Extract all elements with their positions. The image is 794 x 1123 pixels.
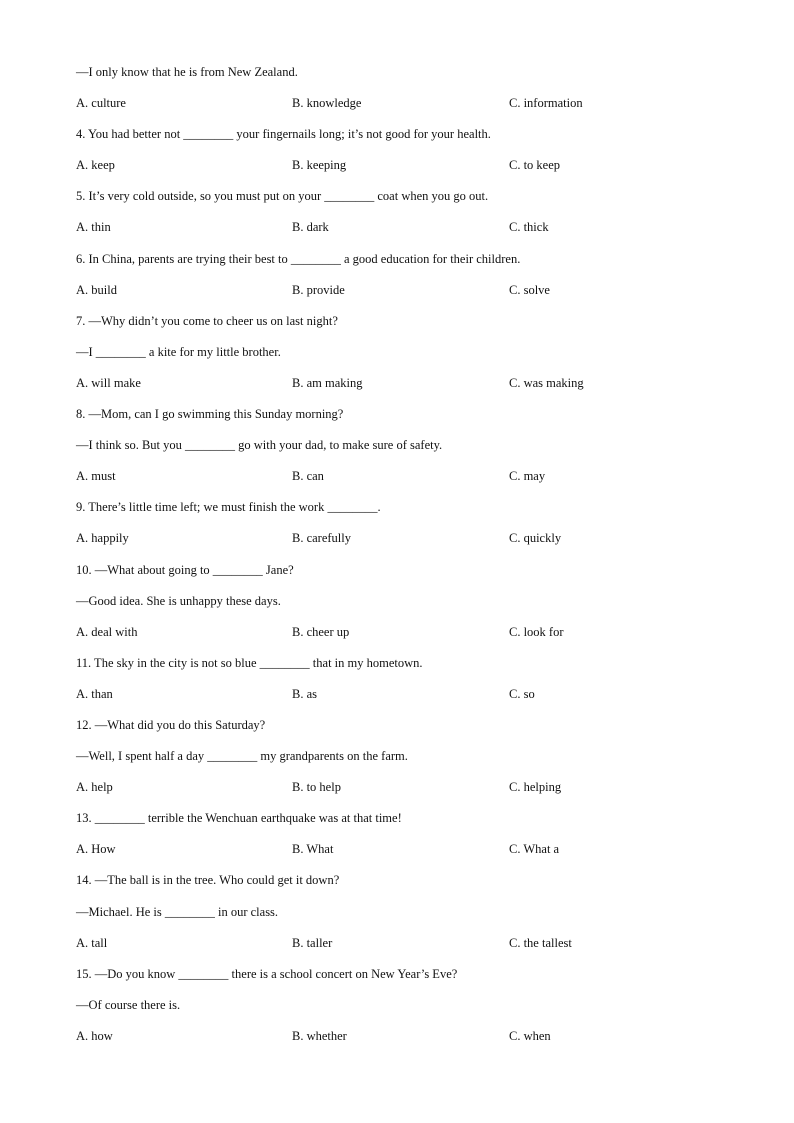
answer-options-row xyxy=(76,219,736,250)
answer-option-a: A. must xyxy=(76,469,116,484)
answer-option-c: C. look for xyxy=(509,624,564,639)
answer-option-b: B. provide xyxy=(292,282,345,297)
answer-option-b: B. whether xyxy=(292,1028,347,1043)
answer-option-b: B. taller xyxy=(292,935,333,950)
answer-option-b: B. keeping xyxy=(292,158,347,173)
answer-option-a: A. build xyxy=(76,282,117,297)
answer-option-b: B. dark xyxy=(292,220,329,235)
answer-option-b: B. knowledge xyxy=(292,96,362,111)
question-text: 7. —Why didn’t you come to cheer us on last night? xyxy=(76,313,338,328)
answer-options-row xyxy=(76,935,736,966)
answer-option-a: A. will make xyxy=(76,375,141,390)
answer-option-a: A. thin xyxy=(76,220,111,235)
question-text: 13. ________ terrible the Wenchuan earthquake was at that time! xyxy=(76,811,402,826)
answer-option-c: C. when xyxy=(509,1028,551,1043)
question-text: —I only know that he is from New Zealand. xyxy=(76,65,298,79)
question-text: —Well, I spent half a day ________ my grandparents on the farm. xyxy=(76,749,408,764)
answer-options-row xyxy=(76,1028,736,1059)
question-text: 9. There’s little time left; we must finish the work ________. xyxy=(76,500,381,515)
answer-option-c: C. the tallest xyxy=(509,935,572,950)
answer-option-c: C. What a xyxy=(509,842,560,857)
answer-option-a: A. help xyxy=(76,780,113,795)
question-text: 5. It’s very cold outside, so you must put on your ________ coat when you go out. xyxy=(76,189,489,204)
answer-options-row xyxy=(76,686,736,717)
answer-option-c: C. solve xyxy=(509,282,550,297)
question-text: 8. —Mom, can I go swimming this Sunday morning? xyxy=(76,407,344,422)
answer-option-b: B. can xyxy=(292,469,324,484)
question-text: —I think so. But you ________ go with your dad, to make sure of safety. xyxy=(76,438,443,453)
answer-option-c: C. may xyxy=(509,469,546,484)
answer-option-c: C. helping xyxy=(509,780,562,795)
question-text: 10. —What about going to ________ Jane? xyxy=(76,562,294,577)
answer-option-b: B. to help xyxy=(292,780,341,795)
answer-option-c: C. so xyxy=(509,686,535,701)
question-text: 6. In China, parents are trying their best to ________ a good education for their children. xyxy=(76,251,521,266)
question-text: 4. You had better not ________ your fingernails long; it’s not good for your health. xyxy=(76,127,491,142)
answer-option-a: A. deal with xyxy=(76,624,138,639)
answer-option-c: C. thick xyxy=(509,220,549,235)
question-text: —Michael. He is ________ in our class. xyxy=(76,904,279,919)
answer-option-c: C. information xyxy=(509,96,583,111)
answer-option-b: B. cheer up xyxy=(292,624,350,639)
answer-option-a: A. how xyxy=(76,1028,113,1043)
answer-option-b: B. am making xyxy=(292,375,363,390)
question-text: —Good idea. She is unhappy these days. xyxy=(76,593,281,608)
question-text: —I ________ a kite for my little brother. xyxy=(76,344,281,359)
answer-options-row xyxy=(76,624,736,655)
answer-option-a: A. How xyxy=(76,842,116,857)
answer-option-c: C. to keep xyxy=(509,158,561,173)
answer-option-a: A. culture xyxy=(76,96,126,111)
question-text: 14. —The ball is in the tree. Who could get it down? xyxy=(76,873,340,888)
answer-option-a: A. keep xyxy=(76,158,115,173)
answer-options-row xyxy=(76,530,736,561)
answer-options-row xyxy=(76,375,736,406)
answer-option-b: B. carefully xyxy=(292,531,352,546)
answer-options-row xyxy=(76,157,736,188)
answer-option-a: A. happily xyxy=(76,531,129,546)
answer-option-a: A. than xyxy=(76,686,113,701)
answer-option-a: A. tall xyxy=(76,935,108,950)
answer-options-row xyxy=(76,841,736,872)
answer-option-b: B. What xyxy=(292,842,334,857)
question-text: —Of course there is. xyxy=(76,997,181,1012)
answer-options-row xyxy=(76,95,736,126)
question-text: 11. The sky in the city is not so blue ________ that in my hometown. xyxy=(76,655,423,670)
answer-options-row xyxy=(76,282,736,313)
question-text: 12. —What did you do this Saturday? xyxy=(76,717,266,732)
answer-option-b: B. as xyxy=(292,686,317,701)
exam-page xyxy=(76,64,736,1059)
answer-options-row xyxy=(76,468,736,499)
answer-option-c: C. quickly xyxy=(509,531,562,546)
answer-option-c: C. was making xyxy=(509,375,584,390)
answer-options-row xyxy=(76,779,736,810)
question-text: 15. —Do you know ________ there is a school concert on New Year’s Eve? xyxy=(76,966,458,981)
